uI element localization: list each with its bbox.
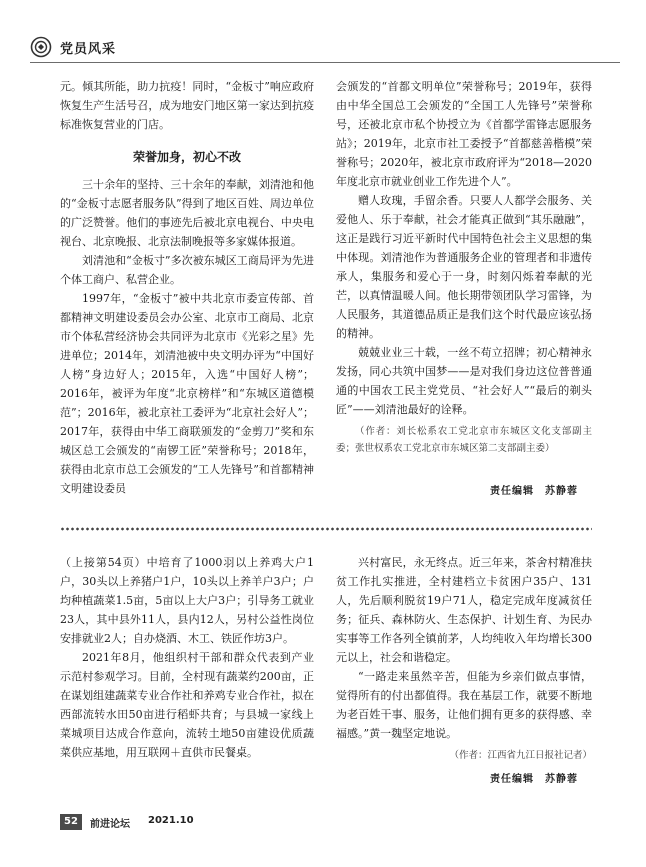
- author-note: （作者：刘长松系农工党北京市东城区文化支部副主委；张世权系农工党北京市东城区第二支部副主委）: [336, 426, 592, 454]
- paragraph: 刘清池和“金板寸”多次被东城区工商局评为先进个体工商户、私营企业。: [60, 254, 314, 286]
- header-rule: [30, 62, 620, 63]
- paragraph: 赠人玫瑰，手留余香。只要人人都学会服务、关爱他人、乐于奉献，社会才能真正做到“其乐融融”，这正是践行习近平新时代中国特色社会主义思想的集中体现。刘清池作为普通服务企业的管理者和非遗传承人，集服务和爱心于一身，时刻闪烁着奉献的光芒，以真情温暖人间。他长期带领团队学习雷锋，为人民服务，其道德品质正是我们这个时代最应该弘扬的精神。: [336, 194, 592, 340]
- responsible-editor: 责任编辑 苏静蓉: [490, 486, 578, 497]
- section-title: 党员风采: [60, 42, 117, 57]
- paragraph: 兴村富民，永无终点。近三年来，茶舍村精准扶贫工作扎实推进，全村建档立卡贫困户35户、131人，先后顺利脱贫19户71人，稳定完成年度减贫任务；征兵、森林防火、生态保护、计划生育、为民办实事等工作各列全镇前茅，人均纯收入年均增长300元以上，社会和谐稳定。: [336, 556, 592, 664]
- paragraph: （上接第54页）中培育了1000羽以上养鸡大户1户，30头以上养猪户1户，10头以上养羊户3户；户均种植蔬菜1.5亩，5亩以上大户3户；引导务工就业23人，其中县外11人，县内12人，另村公益性岗位安排就业2人；自办烧酒、木工、铁匠作坊3户。: [60, 556, 314, 645]
- paragraph: 会颁发的“首都文明单位”荣誉称号；2019年，获得由中华全国总工会颁发的“全国工人先锋号”荣誉称号，还被北京市私个协授立为《首都学雷锋志愿服务站》；2019年，北京市社工委授予“首都慈善楷模”荣誉称号；2020年，被北京市政府评为“2018—2020年度北京市就业创业工作先进个人”。: [336, 80, 592, 188]
- section-logo-icon: [30, 36, 52, 58]
- magazine-name: 前进论坛: [90, 819, 130, 830]
- article-a-left-column: [60, 77, 314, 498]
- page-header: [30, 36, 620, 56]
- page-number: 52: [60, 814, 82, 830]
- paragraph: 1997年，“金板寸”被中共北京市委宣传部、首都精神文明建设委员会办公室、北京市工商局、北京市个体私营经济协会共同评为北京市《光彩之星》先进单位；2014年，刘清池被中央文明办评为“中国好人榜”身边好人；2015年，入选“中国好人榜”；2016年，被评为年度“北京榜样”和“东城区道德模范”；2016年，被北京社工委评为“北京社会好人”；2017年，获得由中华工商联颁发的“金剪刀”奖和东城区总工会颁发的“南锣工匠”荣誉称号；2018年，获得由北京市总工会颁发的“工人先锋号”和首都精神文明建设委员: [60, 292, 314, 495]
- paragraph: 2021年8月，他组织村干部和群众代表到产业示范村参观学习。目前，全村现有蔬菜约200亩，正在谋划组建蔬菜专业合作社和养鸡专业合作社，拟在西部流转水田50亩进行稻虾共育；与县城一家线上菜城项目达成合作意向，流转土地50亩建设优质蔬菜供应基地，用互联网＋直供市民餐桌。: [60, 651, 314, 759]
- article-b-right-column: [336, 553, 592, 764]
- paragraph: 元。倾其所能，助力抗疫！同时，“金板寸”响应政府恢复生产生活号召，成为地安门地区第一家达到抗疫标准恢复营业的门店。: [60, 80, 314, 131]
- author-note: （作者：江西省九江日报社记者）: [449, 750, 592, 761]
- responsible-editor: 责任编辑 苏静蓉: [490, 774, 578, 785]
- paragraph: 三十余年的坚持、三十余年的奉献，刘清池和他的“金板寸志愿者服务队”得到了地区百姓、周边单位的广泛赞誉。他们的事迹先后被北京电视台、中央电视台、北京晚报、北京法制晚报等多家媒体报道。: [60, 178, 314, 248]
- article-a-right-column: [336, 77, 592, 457]
- paragraph: “一路走来虽然辛苦，但能为乡亲们做点事情，觉得所有的付出都值得。我在基层工作，就要不断地为老百姓干事、服务，让他们拥有更多的获得感、幸福感。”黄一魏坚定地说。: [336, 670, 592, 740]
- page-footer: [60, 814, 360, 830]
- section-heading: 荣誉加身，初心不改: [132, 150, 241, 164]
- paragraph: 兢兢业业三十载，一丝不苟立招牌；初心精神永发扬，同心共筑中国梦——是对我们身边这位普普通通的中国农工民主党党员、“社会好人”“最后的剃头匠”——刘清池最好的诠释。: [336, 346, 592, 416]
- article-b-left-column: [60, 553, 314, 762]
- dotted-divider: [60, 527, 592, 531]
- issue-number: 2021.10: [148, 815, 194, 826]
